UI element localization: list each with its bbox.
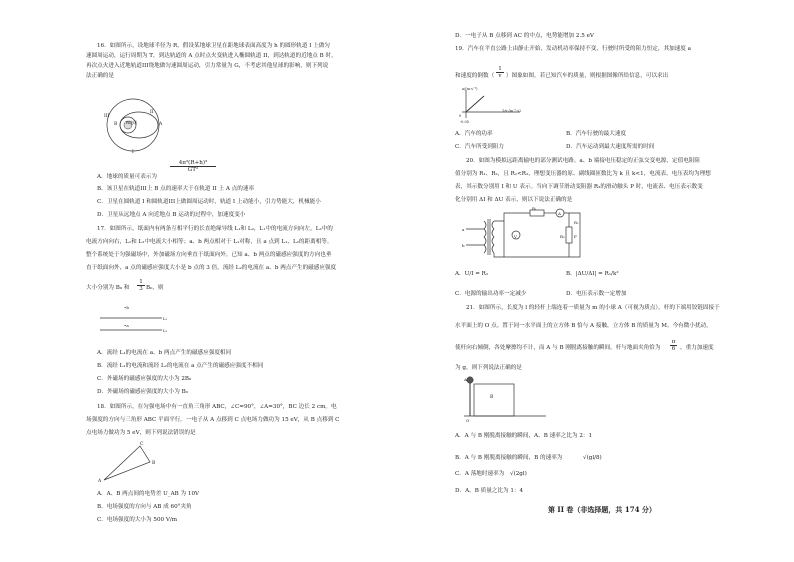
q19-line2b: ）图象如图。若已知汽车的质量，则根据图像所给信息，可以求出 [506,73,669,79]
q19-option-b: B．汽车行驶的最大速度 [566,131,627,137]
circuit-label-a: a [462,227,465,232]
q17-fraction [137,279,145,292]
q19-option-d: D．汽车运动到最大速度所需的时间 [566,144,655,150]
q17-frac-den: 3 [139,286,143,292]
q20-option-c: C．电源的输出功率一定减少 [455,291,527,297]
circuit-label-voltmeter: V [514,234,517,239]
q17-option-b: B．流经 L₁的电流和流经 L₂的电流在 a 点产生的磁感应强度不相同 [97,363,264,369]
q20-line1: 20．如图为模拟远距离输电的部分测试电路。a、b 端接电压稳定的正弦交变电源，定值电阻阻 [466,158,700,164]
graph-x-label: 1/v (m⁻¹·s) [502,109,521,113]
q21-pi-num: π [671,339,676,345]
circuit-label-ammeter: A [558,211,561,216]
q19-inv-num: 1 [496,66,504,73]
q21-angle-fraction [670,339,677,352]
pivot-label-o: O [466,418,470,423]
q16-option-c: C．卫星在圆轨道 I 和圆轨道III上做圆周运动时，轨道 I 上动能小，引力势能大，机械能小 [97,199,321,205]
wires-diagram [100,308,170,334]
q18-line1: 18．如图所示，在匀强电场中有一直角三角形 ABC，∠C=90°，∠A=30°，BC 边长 2 cm。电 [97,404,337,410]
q16-frac-num: 4π²(R+h)³ [170,160,216,167]
q17-line1: 17．如图所示，纸面内有两条互相平行的长直绝缘导线 L₁和 L₂，L₁中的电流方向向左，L₂中的 [97,226,333,232]
orbit-diagram [95,95,185,155]
q16-line2: 速圆周运动，运行周期为 T，到达轨道的 A 点时点火变轨进入椭圆轨道 II，到达轨道的近地点 B 时， [86,53,337,59]
q17-line2: 电流方向向右，L₁和 L₂中电流大小相等；a、b 两点相对于 L₁对称，且 a 点到 L₁、L₂的距离相等。 [86,239,333,245]
q16-frac-den: GT² [187,167,199,173]
circuit-label-p: P [574,234,577,239]
q20-line2: 值分别为 R₁、R₂，且 R₁<R₂，理想变压器的原、副线圈匝数比为 k 且 k<1，电流表、电压表均为理想 [455,171,711,177]
circuit-label-r1: R₁ [532,206,537,211]
q16-option-a-fraction [170,160,216,173]
q19-option-c: C．汽车所受到阻力 [455,144,505,150]
orbit-label-a: A [159,122,163,127]
q16-option-b: B．该卫星在轨道III上 B 点的速率大于在轨道 II 上 A 点的速率 [97,186,255,192]
q19-option-a: A．汽车的功率 [455,131,493,137]
q19-line1: 19．汽车在平直公路上由静止开始，发动机功率保持不变，行驶时所受的阻力恒定，其加速度 a [455,46,691,52]
q17-line3: 整个系统处于匀强磁场中，外加磁场方向垂直于纸面向外。已知 a、b 两点的磁感应强度的方向也垂 [86,252,332,258]
graph-y-label: a/(m·s⁻²) [462,87,478,91]
q21-line1: 21．如图所示，长度为 l 的轻杆上端连着一质量为 m 的小球 A（可视为质点），杆的下端用铰链固接于 [466,305,720,311]
q17-option-d: D．外磁场的磁感应强度的大小为 B₀ [97,389,188,395]
circuit-label-r2: R₂ [574,220,579,225]
orbit-label-iii: III [104,114,110,119]
circuit-label-r3: R₃ [560,234,565,239]
q21-line3a: 使杆向右倾倒，各处摩擦均不计，而 A 与 B 刚脱离接触的瞬间，杆与地面夹角恰为 [455,345,661,351]
wire-label-l2: L₂ [163,328,168,333]
graph-origin: 0 [459,114,462,118]
q18-option-c: C．电场强度的大小为 500 V/m [97,517,178,523]
q21-line2: 水平面上的 O 点。置于同一水平面上的立方体 B 恰与 A 接触，立方体 B 的质量为 M。今有微小扰动， [455,323,712,329]
q21-pi-den: 6 [671,346,676,352]
q16-line1: 16．如图所示，设地球半径为 R，假设某地球卫星在距地球表面高度为 h 的圆形轨道 I 上做匀 [97,43,331,49]
block-label-b: B [490,395,494,400]
q21-option-b-value: √(gl/8) [583,455,602,461]
q16-line3: 再次点火进入近地轨道III绕地做匀速圆周运动，引力常量为 G，不考虑其他星球的影响，则下列说 [86,63,329,69]
q16-option-d: D．卫星从远地点 A 向近地点 B 运动的过程中，加速度变小 [97,212,246,218]
q20-option-d: D．电压表示数一定增加 [566,291,627,297]
q17-line5b: B₀，则 [146,285,164,291]
q18-option-d: D．一电子从 B 点移到 AC 的中点，电势能增加 2.5 eV [455,33,594,39]
q21-line3b: ，重力加速度 [680,345,714,351]
q17-line4: 直于纸面向外，a 点的磁感应强度大小是 b 点的 3 倍。流经 L₂的电流在 a、b 两点产生的磁感应强度 [86,265,337,271]
q20-option-a: A．U/I = R₂ [455,271,489,277]
q20-option-b: B．|ΔU/ΔI| = R₁/k² [566,271,619,277]
q18-option-a: A．A、B 两点间的电势差 U_AB 为 10V [97,491,200,497]
wire-label-l1: L₁ [163,316,168,321]
q21-option-b: B．A 与 B 刚脱离接触的瞬间，B 的速率为 [455,455,563,461]
wire-point-a: •a [124,323,129,328]
q18-line2: 场强度的方向与三角形 ABC 平面平行。一电子从 A 点移到 C 点电场力做功为 15 eV，从 B 点移到 C [86,417,340,423]
q20-line4: 化分别用 ΔI 和 ΔU 表示，则以下说法正确的是 [455,197,573,203]
rod-block-diagram [462,374,552,420]
q17-line5a: 大小分别为 B₀ 和 [86,285,130,291]
q17-option-a: A．流经 L₁的电流在 a、b 两点产生的磁感应强度相同 [97,350,232,356]
q18-option-b: B．电场强度的方向与 AB 成 60°夹角 [97,504,192,510]
q17-frac-num: 1 [137,279,145,286]
q17-option-c: C．外磁场的磁感应强度的大小为 2B₀ [97,376,192,382]
q16-option-a: A．地球的质量可表示为 [97,174,157,180]
q16-line4: 法正确的是 [86,73,114,79]
triangle-label-b: B [152,461,156,466]
section-2-heading: 第 II 卷（非选择题，共 174 分） [548,505,656,514]
q20-line3: 表，其示数分别用 I 和 U 表示。当向下调节滑动变阻器 R₃的滑动触头 P 时，电流表、电压表示数变 [455,184,703,190]
circuit-label-b: b [462,243,465,248]
orbit-label-ii: II [150,110,154,115]
q21-line4: 为 g，则下列说法正确的是 [455,365,522,371]
q21-option-c-value: √(2gl) [510,471,527,477]
q19-line2a: 和速度的倒数（ [455,73,495,79]
q19-inv-den: v [498,73,502,79]
triangle-label-c: C [140,442,144,447]
triangle-label-a: A [98,479,102,484]
graph-intercept: -0.05 [460,120,469,124]
q21-option-c: C．A 落地时速率为 [455,471,505,477]
orbit-label-b: B [114,122,118,127]
q18-line3: 点电场力做功为 5 eV，则下列说法错误的是 [86,430,196,436]
q21-option-d: D．A、B 质量之比为 1：4 [455,488,524,494]
q21-option-a: A．A 与 B 刚脱离接触的瞬间，A、B 速率之比为 2：1 [455,433,593,439]
q19-inverse-v [496,66,504,79]
wire-point-b: •b [124,305,129,310]
rod-label-a: A [464,377,467,382]
orbit-earth-label: R地球 [126,120,138,125]
orbit-label-i: I [132,150,134,155]
acceleration-graph [460,88,530,124]
triangle-diagram [100,440,160,485]
